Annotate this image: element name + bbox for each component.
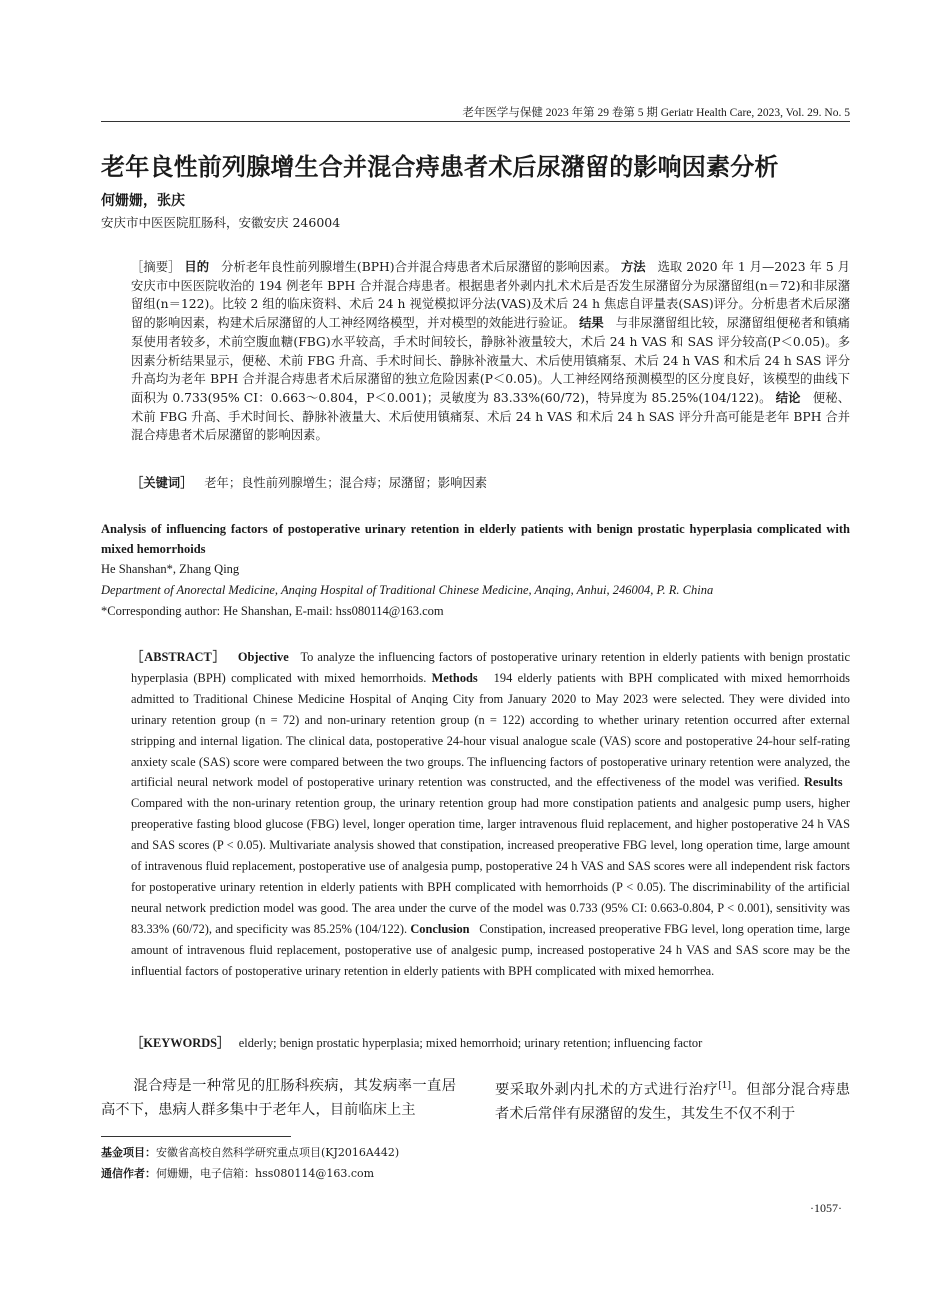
chinese-abstract xyxy=(131,258,850,445)
cn-conclusion-text: 便秘、术前 FBG 升高、手术时间长、静脉补液量大、术后使用镇痛泵、术后 24 h VAS 和术后 24 h SAS 评分升高可能是老年 BPH 合并混合痔患者术后尿潴留的影响因素。 xyxy=(131,390,850,443)
header-rule xyxy=(101,121,850,122)
footnote-fund xyxy=(101,1144,399,1160)
cn-abstract-label: ［摘要］ xyxy=(131,260,181,274)
en-objective-text: To analyze the influencing factors of postoperative urinary retention in elderly patients with benign prostatic hyperplasia (BPH) complicated with mixed hemorrhoids. xyxy=(131,650,850,685)
en-methods-label: Methods xyxy=(431,670,478,685)
article-authors: 何姗姗，张庆 xyxy=(101,193,185,209)
journal-header: 老年医学与保健 2023 年第 29 卷第 5 期 Geriatr Health Care, 2023, Vol. 29. No. 5 xyxy=(462,107,850,119)
english-keywords xyxy=(131,1033,702,1051)
article-title: 老年良性前列腺增生合并混合痔患者术后尿潴留的影响因素分析 xyxy=(101,153,779,181)
cn-conclusion-label: 结论 xyxy=(775,390,801,405)
cn-keywords-text: 老年；良性前列腺增生；混合痔；尿潴留；影响因素 xyxy=(204,476,488,490)
en-results-text: Compared with the non-urinary retention group, the urinary retention group had more constipation patients and analgesic pump users, higher preoperative fasting blood glucose (FBG) level, longer operation time, larger intravenous fluid replacement, and higher postoperative 24 h VAS and SAS scores (P < 0.05). Multivariate analysis showed that constipation, increased preoperative FBG level, long operation time, large amount of intravenous fluid replacement, postoperative use of analgesia pump, postoperative 24 h VAS and SAS scores were all independent risk factors for postoperative urinary retention in elderly patients with BPH complicated with hemorrhoids (P < 0.05). The discriminability of the artificial neural network prediction model was good. The area under the curve of the model was 0.733 (95% CI: 0.663-0.804, P < 0.001), sensitivity was 83.33% (60/72), and specificity was 85.25% (104/122). xyxy=(131,796,850,936)
cn-methods-text: 选取 2020 年 1 月—2023 年 5 月安庆市中医医院收治的 194 例老年 BPH 合并混合痔患者。根据患者外剥内扎术术后是否发生尿潴留分为尿潴留组(n＝72)和非尿潴留组(n＝122)。比较 2 组的临床资料、术后 24 h 视觉模拟评分法(VAS)及术后 24 h 焦虑自评量表(SAS)评分。分析患者术后尿潴留的影响因素，构建术后尿潴留的人工神经网络模型，并对模型的效能进行验证。 xyxy=(131,260,850,331)
corr-text: 何姗姗，电子信箱：hss080114@163.com xyxy=(156,1167,375,1180)
corresponding-author: *Corresponding author: He Shanshan, E-mail: hss080114@163.com xyxy=(101,604,444,618)
en-methods-text: 194 elderly patients with BPH complicated with mixed hemorrhoids admitted to Traditional Chinese Medicine Hospital of Anqing City from January 2020 to May 2023 were selected. They were divided into urinary retention group (n = 72) and non-urinary retention group (n = 122) according to whether urinary retention occurred after external stripping and internal ligation. The clinical data, postoperative 24-hour visual analogue scale (VAS) score and postoperative 24-hour self-rating anxiety scale (SAS) score were compared between the two groups. The influencing factors of postoperative urinary retention were analyzed, the artificial neural network model of postoperative urinary retention was constructed, and the effectiveness of the model was verified. xyxy=(131,670,850,790)
body-column-right xyxy=(495,1074,850,1126)
fund-text: 安徽省高校自然科学研究重点项目(KJ2016A442) xyxy=(156,1146,400,1159)
en-conclusion-text: Constipation, increased preoperative FBG level, long operation time, large amount of intravenous fluid replacement, postoperative use of analgesic pump, increased postoperative 24 h VAS and SAS score may be the influential factors of postoperative urinary retention in elderly patients with BPH complicated with mixed hemorrhea. xyxy=(131,921,851,978)
en-objective-label: Objective xyxy=(237,650,289,664)
cn-objective-label: 目的 xyxy=(184,260,210,274)
chinese-keywords xyxy=(131,473,487,491)
body-right-text-b: 。但部分混合痔患者术后常伴有尿潴留的发生，其发生不仅不利于 xyxy=(495,1081,851,1122)
footnote-rule xyxy=(101,1136,291,1137)
body-column-left xyxy=(101,1074,456,1122)
article-affiliation: 安庆市中医医院肛肠科，安徽安庆 246004 xyxy=(101,215,341,230)
citation-ref[interactable]: [1] xyxy=(718,1081,731,1091)
english-authors: He Shanshan*, Zhang Qing xyxy=(101,562,240,576)
en-keywords-label: ［KEYWORDS］ xyxy=(131,1036,230,1050)
en-abstract-label: ［ABSTRACT］ xyxy=(131,650,226,664)
english-title: Analysis of influencing factors of postoperative urinary retention in elderly patients with benign prostatic hyperplasia complicated with mixed hemorrhoids xyxy=(101,522,850,556)
english-abstract xyxy=(131,647,850,982)
cn-results-label: 结果 xyxy=(579,316,604,331)
body-right-text-a: 要采取外剥内扎术的方式进行治疗 xyxy=(495,1081,719,1098)
en-keywords-text: elderly; benign prostatic hyperplasia; mixed hemorrhoid; urinary retention; influencing factor xyxy=(238,1036,703,1050)
en-results-label: Results xyxy=(804,775,843,790)
cn-objective-text: 分析老年良性前列腺增生(BPH)合并混合痔患者术后尿潴留的影响因素。 xyxy=(221,260,617,274)
body-left-text: 混合痔是一种常见的肛肠科疾病，其发病率一直居高不下，患病人群多集中于老年人，目前临床上主 xyxy=(101,1078,456,1118)
en-conclusion-label: Conclusion xyxy=(410,921,470,936)
corr-label: 通信作者： xyxy=(101,1167,156,1180)
cn-keywords-label: ［关键词］ xyxy=(131,476,193,490)
page-number: ·1057· xyxy=(810,1201,842,1215)
footnote-corresponding xyxy=(101,1165,374,1181)
cn-methods-label: 方法 xyxy=(620,260,646,274)
fund-label: 基金项目： xyxy=(101,1146,156,1159)
cn-results-text: 与非尿潴留组比较，尿潴留组便秘者和镇痛泵使用者较多，术前空腹血糖(FBG)水平较高，手术时间较长，静脉补液量较大，术后 24 h VAS 和 SAS 评分较高(P＜0.05)。多因素分析结果显示，便秘、术前 FBG 升高、手术时间长、静脉补液量大、术后使用镇痛泵、术后 24 h VAS 和术后 24 h SAS 评分升高均为老年 BPH 合并混合痔患者术后尿潴留的独立危险因素(P＜0.05)。人工神经网络预测模型的区分度良好，该模型的曲线下面积为 0.733(95% CI：0.663～0.804，P＜0.001)；灵敏度为 83.33%(60/72)，特异度为 85.25%(104/122)。 xyxy=(131,316,850,405)
english-affiliation: Department of Anorectal Medicine, Anqing Hospital of Traditional Chinese Medicine, Anqing, Anhui, 246004, P. R. China xyxy=(101,583,714,597)
